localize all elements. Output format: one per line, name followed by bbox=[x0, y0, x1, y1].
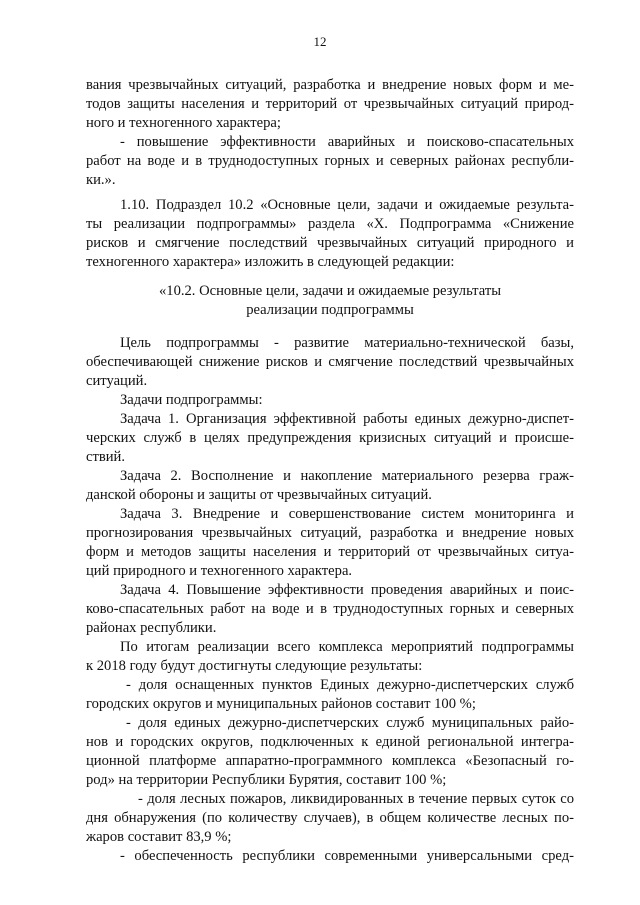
section-heading bbox=[86, 282, 574, 320]
paragraph-block-continuation bbox=[86, 76, 574, 190]
text-line: техногенного характера» изложить в следующей редакции: bbox=[86, 254, 455, 270]
text-line: тодов защиты населения и территорий от чрезвычайных ситуаций природ- bbox=[86, 96, 574, 112]
text-line: По итогам реализации всего комплекса мероприятий подпрограммы bbox=[120, 639, 574, 655]
text-line: нов и городских округов, подключенных к единой региональной интегра- bbox=[86, 734, 574, 750]
text-line: дня обнаружения (по количеству случаев), в общем количестве лесных по- bbox=[86, 810, 574, 826]
text-line: работ на воде и в труднодоступных горных и северных районах республи- bbox=[86, 153, 574, 169]
text-line: прогнозирования чрезвычайных ситуаций, разработка и внедрение новых bbox=[86, 525, 574, 541]
text-line: ционной платформе аппаратно-программного комплекса «Безопасный го- bbox=[86, 753, 574, 769]
text-line: ций природного и техногенного характера. bbox=[86, 563, 353, 579]
text-line: ки.». bbox=[86, 172, 116, 188]
text-line: ты реализации подпрограммы» раздела «Х. Подпрограмма «Снижение bbox=[86, 216, 574, 232]
text-line: вания чрезвычайных ситуаций, разработка и внедрение новых форм и ме- bbox=[86, 77, 574, 93]
text-line: рисков и смягчение последствий чрезвычайных ситуаций природного и bbox=[86, 235, 574, 251]
text-line: ствий. bbox=[86, 449, 126, 465]
text-line: Задача 4. Повышение эффективности проведения аварийных и поис- bbox=[120, 582, 574, 598]
text-line: форм и методов защиты населения и территорий от чрезвычайных ситуа- bbox=[86, 544, 574, 560]
heading-line: реализации подпрограммы bbox=[246, 302, 414, 318]
text-line: род» на территории Республики Бурятия, составит 100 %; bbox=[86, 772, 447, 788]
section-body bbox=[86, 334, 574, 866]
text-line: ного и техногенного характера; bbox=[86, 115, 281, 131]
text-line: 1.10. Подраздел 10.2 «Основные цели, задачи и ожидаемые результа- bbox=[120, 197, 574, 213]
text-line: обеспечивающей снижение рисков и смягчение последствий чрезвычайных bbox=[86, 354, 574, 370]
text-line: Цель подпрограммы - развитие материально-технической базы, bbox=[120, 335, 574, 351]
text-line: черских служб в целях предупреждения кризисных ситуаций и происше- bbox=[86, 430, 574, 446]
text-line: городских округов и муниципальных районов составит 100 %; bbox=[86, 696, 476, 712]
text-line: - доля единых дежурно-диспетчерских служб муниципальных райо- bbox=[126, 715, 574, 731]
text-line: данской обороны и защиты от чрезвычайных ситуаций. bbox=[86, 487, 432, 503]
text-line: Задачи подпрограммы: bbox=[120, 392, 263, 408]
text-line: - доля лесных пожаров, ликвидированных в течение первых суток со bbox=[138, 791, 574, 807]
text-line: ситуаций. bbox=[86, 373, 148, 389]
text-line: районах республики. bbox=[86, 620, 217, 636]
text-line: ково-спасательных работ на воде и в труднодоступных горных и северных bbox=[86, 601, 574, 617]
page-number: 12 bbox=[313, 34, 327, 49]
text-line: Задача 3. Внедрение и совершенствование систем мониторинга и bbox=[120, 506, 574, 522]
paragraph-block-amendment bbox=[86, 196, 574, 272]
heading-line: «10.2. Основные цели, задачи и ожидаемые результаты bbox=[158, 283, 502, 299]
text-line: - доля оснащенных пунктов Единых дежурно-диспетчерских служб bbox=[126, 677, 574, 693]
text-line: Задача 2. Восполнение и накопление материального резерва граж- bbox=[120, 468, 574, 484]
text-line: жаров составит 83,9 %; bbox=[86, 829, 232, 845]
text-line: - обеспеченность республики современными универсальными сред- bbox=[120, 848, 574, 864]
text-line: к 2018 году будут достигнуты следующие результаты: bbox=[86, 658, 423, 674]
text-line: Задача 1. Организация эффективной работы единых дежурно-диспет- bbox=[120, 411, 574, 427]
text-line: - повышение эффективности аварийных и поисково-спасательных bbox=[120, 134, 574, 150]
